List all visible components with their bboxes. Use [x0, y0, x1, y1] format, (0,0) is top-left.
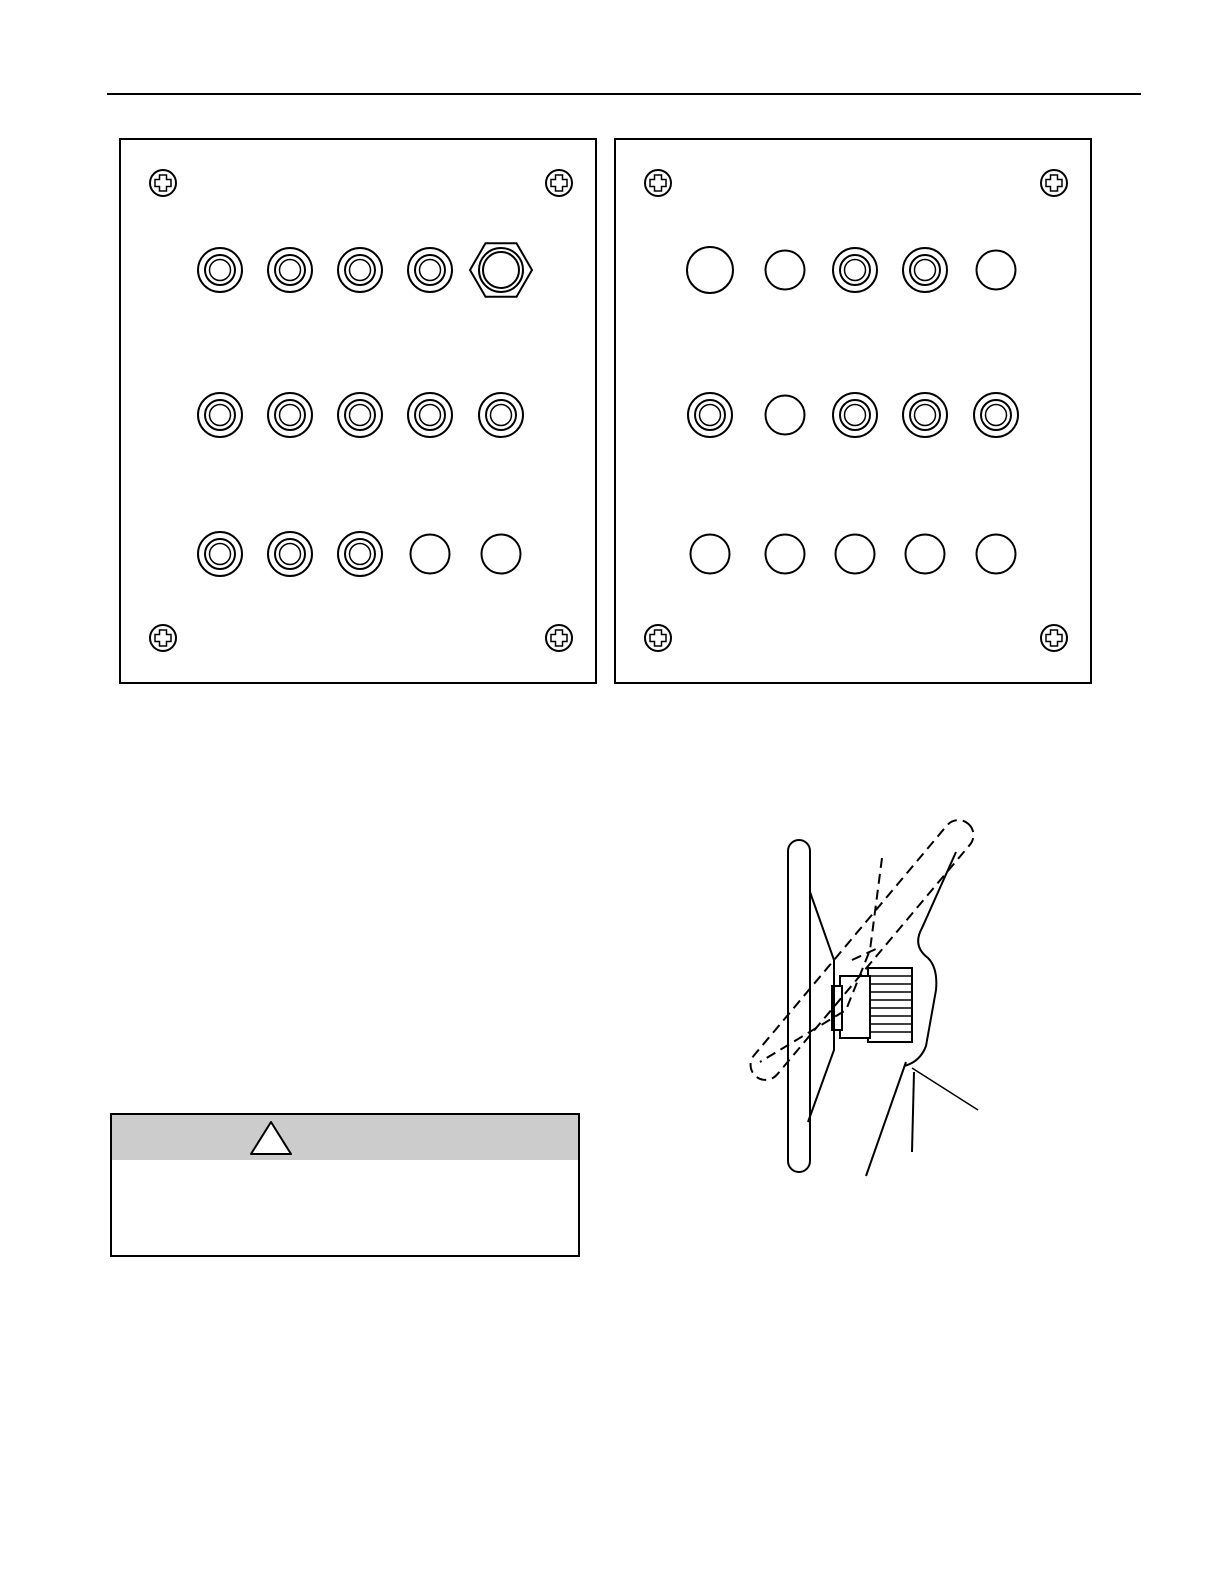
- panel-switch-ringed[interactable]: [198, 393, 242, 437]
- panel-switch-ringed[interactable]: [408, 393, 452, 437]
- screw-icon: [645, 170, 671, 196]
- wheel-spoke-solid: [808, 892, 834, 1122]
- steering-wheel-tilted-dashed: [744, 814, 979, 1086]
- panel-switch-ringed[interactable]: [338, 532, 382, 576]
- panel-switch-plain[interactable]: [977, 251, 1016, 290]
- panel-switch-plain[interactable]: [766, 251, 805, 290]
- leader-line: [912, 1068, 978, 1110]
- panel-switch-ringed[interactable]: [903, 248, 947, 292]
- panel-switch-ringed[interactable]: [479, 393, 523, 437]
- panel-switch-ringed[interactable]: [268, 248, 312, 292]
- warning-triangle-icon: [249, 1120, 293, 1156]
- tilt-joint-threads: [832, 968, 912, 1042]
- panel-switch-plain-large[interactable]: [687, 247, 733, 293]
- header-rule: [107, 93, 1141, 95]
- panel-switch-plain[interactable]: [766, 535, 805, 574]
- screw-icon: [150, 625, 176, 651]
- screw-icon: [1041, 170, 1067, 196]
- panel-switch-ringed[interactable]: [833, 393, 877, 437]
- screw-icon: [546, 625, 572, 651]
- warning-box: [110, 1113, 580, 1257]
- panel-switch-plain[interactable]: [411, 535, 450, 574]
- panel-switch-ringed[interactable]: [408, 248, 452, 292]
- warning-header: [112, 1115, 578, 1160]
- column-edge: [912, 1072, 914, 1152]
- panel-switch-plain[interactable]: [766, 396, 805, 435]
- panel-switch-plain[interactable]: [906, 535, 945, 574]
- panel-switch-plain[interactable]: [836, 535, 875, 574]
- column-lower-line: [866, 1062, 906, 1176]
- panel-switch-plain[interactable]: [977, 535, 1016, 574]
- screw-icon: [1041, 625, 1067, 651]
- switch-panel-left: [119, 138, 597, 684]
- panel-switch-ringed[interactable]: [198, 532, 242, 576]
- panel-switch-ringed[interactable]: [688, 393, 732, 437]
- switch-panel-right: [614, 138, 1092, 684]
- panel-switch-plain[interactable]: [482, 535, 521, 574]
- panel-switch-ringed[interactable]: [268, 532, 312, 576]
- panel-switch-ringed[interactable]: [268, 393, 312, 437]
- steering-wheel-rim: [788, 840, 810, 1172]
- panel-switch-ringed[interactable]: [198, 248, 242, 292]
- screw-icon: [546, 170, 572, 196]
- panel-switch-plain[interactable]: [691, 535, 730, 574]
- panel-switch-ringed[interactable]: [338, 248, 382, 292]
- panel-switch-ringed[interactable]: [974, 393, 1018, 437]
- steering-wheel-tilt-diagram: [700, 800, 990, 1180]
- panel-switch-ringed[interactable]: [338, 393, 382, 437]
- screw-icon: [645, 625, 671, 651]
- screw-icon: [150, 170, 176, 196]
- panel-switch-ringed[interactable]: [903, 393, 947, 437]
- panel-switch-ringed[interactable]: [833, 248, 877, 292]
